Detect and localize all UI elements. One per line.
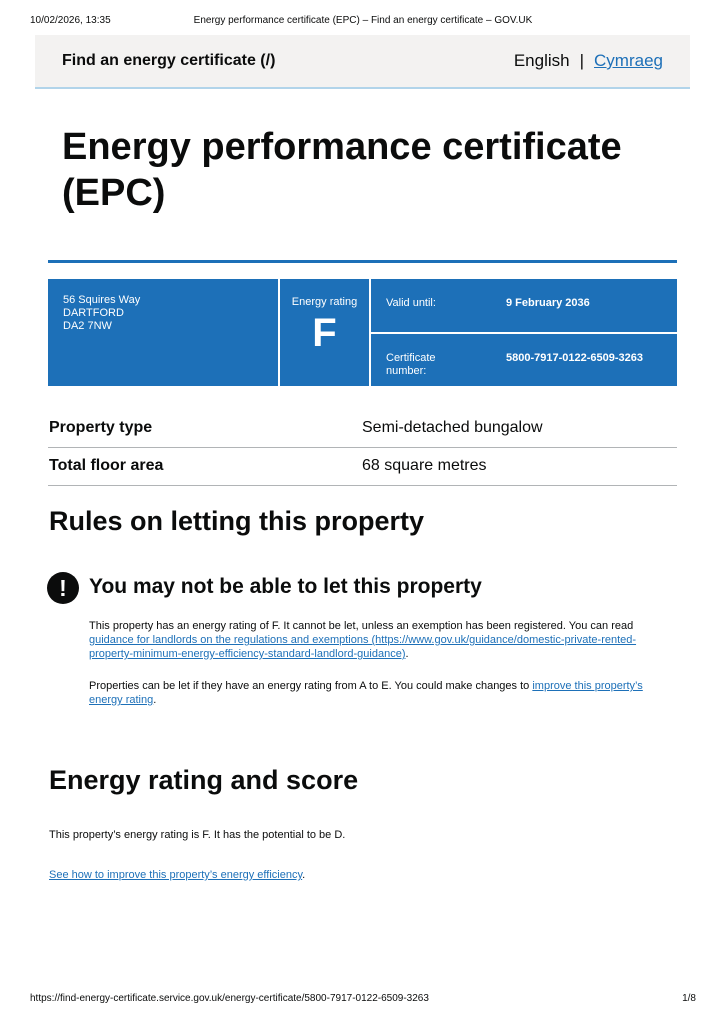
footer-url: https://find-energy-certificate.service.gov.uk/energy-certificate/5800-7917-0122-6509-3263	[30, 993, 429, 1004]
certificate-number-value: 5800-7917-0122-6509-3263	[506, 352, 644, 364]
address-line-2: DARTFORD	[63, 307, 124, 319]
title-divider	[48, 260, 677, 263]
certificate-number-label: Certificate number:	[386, 352, 436, 377]
lang-welsh-link[interactable]: Cymraeg	[594, 51, 663, 70]
improve-efficiency-end: .	[302, 869, 306, 881]
property-type-label: Property type	[49, 419, 153, 436]
footer-page-number: 1/8	[682, 993, 696, 1004]
landlord-guidance-link[interactable]: guidance for landlords on the regulations and exemptions (https://www.gov.uk/guidance/domestic-private-rented-property-minimum-energy-efficiency-standard-landlord-guidance)	[89, 634, 637, 660]
floor-area-label: Total floor area	[49, 457, 164, 474]
energy-rating-summary: This property’s energy rating is F. It has the potential to be D.	[49, 829, 346, 841]
lang-separator: |	[579, 51, 585, 70]
improve-efficiency-paragraph	[49, 868, 669, 882]
property-address	[63, 294, 140, 333]
summary-row-property-type	[48, 409, 677, 448]
lang-english: English	[513, 51, 570, 70]
letting-paragraph-2-end: .	[153, 694, 157, 706]
energy-rating-letter: F	[312, 311, 337, 355]
address-line-3: DA2 7NW	[63, 320, 112, 332]
language-switcher	[514, 51, 663, 71]
letting-paragraph-1	[89, 619, 679, 661]
page-title: Energy performance certificate (EPC)	[62, 126, 622, 214]
improve-efficiency-link[interactable]: See how to improve this property’s energy efficiency	[49, 869, 303, 881]
service-name-link[interactable]	[62, 52, 275, 70]
property-type-value: Semi-detached bungalow	[362, 419, 543, 436]
summary-row-floor-area	[48, 447, 677, 486]
letting-paragraph-1-end: .	[405, 648, 409, 660]
improve-rating-link[interactable]: improve this property’s energy rating	[89, 680, 643, 706]
letting-rules-heading: Rules on letting this property	[49, 506, 425, 536]
service-name-href: (/)	[260, 52, 276, 69]
print-page-title: Energy performance certificate (EPC) – Find an energy certificate – GOV.UK	[193, 15, 533, 26]
service-name-text: Find an energy certificate	[62, 52, 256, 69]
letting-paragraph-2	[89, 679, 649, 707]
print-footer	[30, 993, 696, 1007]
panel-divider-3	[371, 332, 677, 334]
letting-paragraph-2-text: Properties can be let if they have an energy rating from A to E. You could make changes to	[89, 680, 530, 692]
print-datetime: 10/02/2026, 13:35	[30, 15, 111, 26]
energy-rating-label: Energy rating	[291, 296, 358, 308]
valid-until-value: 9 February 2036	[506, 297, 590, 309]
epc-summary-panel	[48, 279, 677, 386]
energy-rating-heading: Energy rating and score	[49, 765, 359, 795]
address-line-1: 56 Squires Way	[63, 294, 141, 306]
warning-icon: !	[47, 572, 79, 604]
letting-paragraph-1-text: This property has an energy rating of F. It cannot be let, unless an exemption has been registered. You can read	[89, 620, 634, 632]
valid-until-label: Valid until:	[386, 297, 436, 309]
print-header	[30, 15, 696, 31]
warning-heading: You may not be able to let this property	[89, 575, 482, 598]
site-header	[35, 35, 690, 89]
floor-area-value: 68 square metres	[362, 457, 487, 474]
